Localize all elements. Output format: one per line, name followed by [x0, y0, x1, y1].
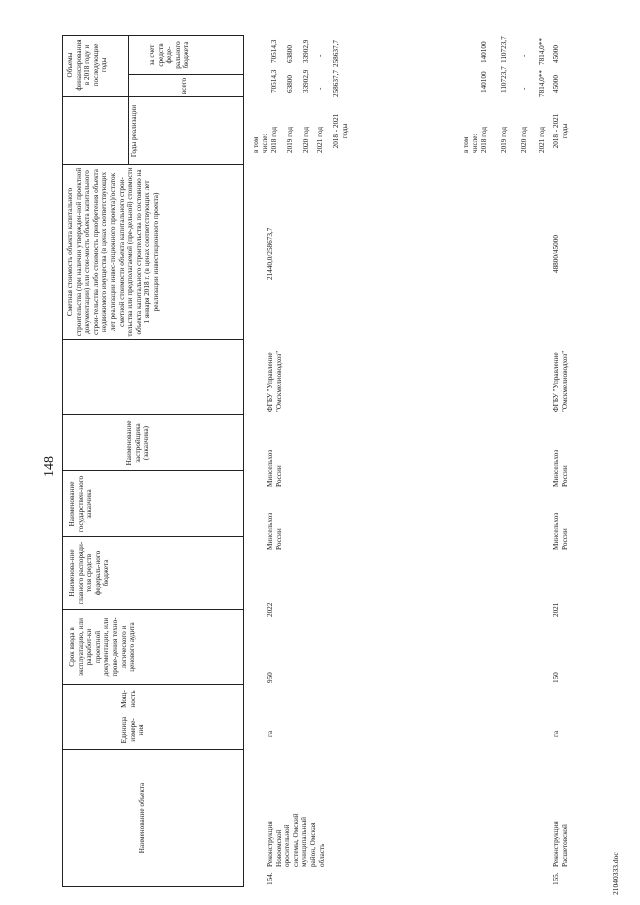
row155-year-2020: 2020 год [520, 127, 528, 153]
col-line-8 [62, 164, 243, 165]
row155-cost: 48800/45000 [552, 235, 560, 273]
row154-federal-2020: 33902,9 [302, 39, 310, 63]
row155-year-2018: 2018 год [480, 127, 488, 153]
row155-federal-2021: 7814,0** [538, 38, 546, 65]
row154-federal-2018: 70514,3 [270, 39, 278, 63]
row154-deadline: 2022 [266, 602, 274, 617]
row155-num: 155. [552, 872, 560, 885]
row154-name: Реконструкция Новоомской оросительной системы, Омский муниципальный район, Омская область [266, 813, 326, 867]
row155-manager: Минсельхоз России [552, 512, 569, 550]
col-line-4 [62, 536, 243, 537]
row154-cost: 21440,0/258673,7 [266, 227, 274, 280]
col-line-3 [62, 609, 243, 610]
row155-incl: в том числе: [462, 133, 479, 153]
header-name: Наименование объекта [138, 782, 146, 854]
row155-total-2018: 140100 [480, 71, 488, 93]
header-developer: Наименование застройщика (заказчика) [125, 420, 151, 466]
row155-developer: ФГБУ "Управление "Омскмелиоводхоз" [552, 350, 569, 412]
page-number: 148 [42, 456, 57, 477]
header-cost: Сметная стоимость объекта капитального строительства (при наличии утвержден-ной проектной документации) или стои-мость объекта капитального строи-тельства либо стоимость приобретения объекта недвижимого имущества (в ценах соответствующих лет реализации инвес-тиционного проекта)/остаток сметной стоимости объекта капитального строи-тельства или предполагаемой (пре-дельной) стоимости объекта капитального строительства по состоянию на 1 января 2018 г. (в ценах соответствующих лет реализации инвестиционного проекта) [66, 167, 160, 337]
header-customer: Наименование государствен-ного заказчика [68, 475, 94, 533]
col-line-10 [128, 74, 243, 75]
header-total: всего [180, 77, 188, 95]
row154-year-2019: 2019 год [286, 127, 294, 153]
col-line-5 [62, 470, 243, 471]
header-federal: за счет средств феде-рального бюджета [148, 41, 191, 69]
row155-unit: га [552, 730, 560, 737]
row155-total-2020: - [520, 87, 528, 90]
table-line-header-bottom [243, 35, 244, 887]
table-line-right [62, 35, 243, 36]
row155-federal-2018: 140100 [480, 41, 488, 63]
row154-federal-2021: - [316, 54, 324, 57]
row155-total-2019: 110723,7 [500, 66, 508, 93]
row154-total-2021: - [316, 87, 324, 90]
col-line-1 [62, 749, 243, 750]
row155-period-total: 45000 [552, 75, 560, 93]
header-funding: Объемы финансирования в 2018 году и последующие годы [66, 39, 109, 91]
header-capacity: Мощ-ность [120, 690, 137, 708]
row154-developer: ФГБУ "Управление "Омскмелиоводхоз" [266, 350, 283, 412]
table-line-left [62, 886, 243, 887]
row155-capacity: 150 [552, 672, 560, 683]
col-line-6 [62, 414, 243, 415]
row154-year-2018: 2018 год [270, 127, 278, 153]
row155-period-federal: 45000 [552, 45, 560, 63]
row155-federal-2019: 110723,7 [500, 36, 508, 63]
row155-year-2021: 2021 год [538, 127, 546, 153]
row154-capacity: 950 [266, 672, 274, 683]
header-manager: Наименова-ние главного распоряди-теля средств федераль-ного бюджета [68, 541, 111, 605]
col-line-7 [62, 339, 243, 340]
row-line-1 [62, 165, 63, 750]
row154-year-2021: 2021 год [316, 127, 324, 153]
row154-total-2019: 63800 [286, 75, 294, 93]
table-line-funding-split [128, 35, 129, 165]
header-deadline: Срок ввода в эксплуатацию, или разработ-ки проектной документации, или прове-дения техно-логического и ценового аудита [68, 617, 137, 677]
row154-total-2018: 70514,3 [270, 69, 278, 93]
row154-num: 154. [266, 872, 274, 885]
col-line-9 [62, 96, 243, 97]
row155-year-2019: 2019 год [500, 127, 508, 153]
row155-name: Реконструкция Расшетовской [552, 821, 569, 867]
row154-customer: Минсельхоз России [266, 449, 283, 487]
row154-manager: Минсельхоз России [266, 512, 283, 550]
row155-federal-2020: - [520, 54, 528, 57]
row155-total-2021: 7814,0** [538, 70, 546, 97]
row154-total-2020: 33902,9 [302, 69, 310, 93]
row155-deadline: 2021 [552, 602, 560, 617]
header-years: Годы реализации [130, 104, 138, 158]
row154-period-total: 258637,7 [332, 70, 340, 97]
file-name: 21040333.doc [611, 852, 620, 895]
row154-year-2020: 2020 год [302, 127, 310, 153]
row154-period-federal: 258637,7 [332, 40, 340, 67]
row154-period: 2018 - 2021 годы [332, 113, 349, 149]
col-line-2 [62, 684, 243, 685]
row155-period: 2018 - 2021 годы [552, 113, 569, 149]
row155-customer: Минсельхоз России [552, 449, 569, 487]
row154-incl: в том числе: [252, 133, 269, 153]
header-unit: Единица измере-ния [120, 716, 146, 744]
row154-federal-2019: 63800 [286, 45, 294, 63]
row154-unit: га [266, 730, 274, 737]
